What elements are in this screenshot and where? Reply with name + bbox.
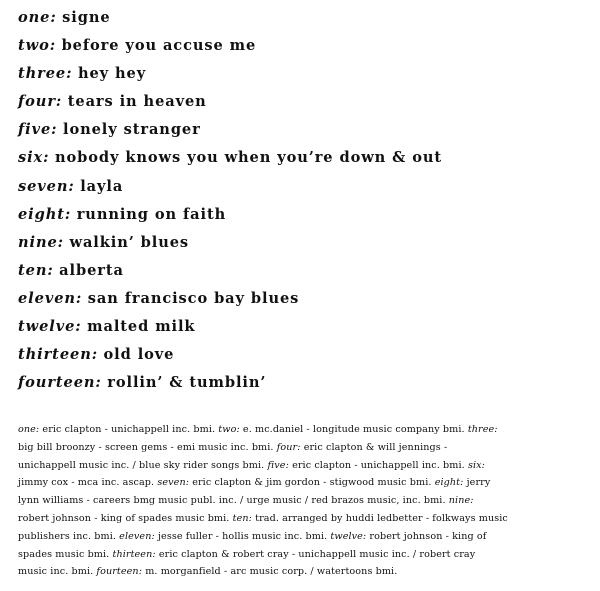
- credit-track-label: ten:: [232, 512, 252, 524]
- track-item: [18, 345, 442, 373]
- track-number: one:: [18, 9, 57, 26]
- track-number: nine:: [18, 233, 64, 251]
- track-number: two:: [18, 37, 57, 55]
- credit-track-label: eleven:: [119, 530, 155, 542]
- credit-text: music inc. bmi.: [18, 566, 97, 578]
- track-title: san francisco bay blues: [87, 289, 300, 307]
- credit-track-label: two:: [218, 424, 240, 435]
- credit-line: [18, 492, 584, 510]
- track-item: [18, 233, 442, 261]
- track-item: [18, 289, 442, 317]
- credit-text: jimmy cox - mca inc. ascap.: [18, 477, 158, 489]
- credit-text: lynn williams - careers bmg music publ. inc. / urge music / red brazos music, inc. bmi.: [18, 495, 449, 507]
- credit-track-label: one:: [18, 424, 40, 435]
- credit-text: jerry: [463, 477, 491, 489]
- track-title: signe: [62, 9, 111, 26]
- credit-text: eric clapton & will jennings -: [300, 441, 448, 453]
- track-number: three:: [18, 65, 73, 83]
- credit-line: [18, 421, 584, 439]
- track-item: [18, 8, 442, 36]
- credit-line: [18, 563, 584, 581]
- track-title: rollin’ & tumblin’: [107, 374, 267, 392]
- credit-track-label: eight:: [434, 477, 464, 489]
- credit-line: [18, 474, 584, 492]
- credit-text: robert johnson - king of: [366, 530, 487, 542]
- track-title: lonely stranger: [63, 121, 201, 139]
- credit-track-label: four:: [276, 441, 301, 453]
- credit-line: [18, 510, 584, 528]
- credit-text: eric clapton & robert cray - unichappell music inc. / robert cray: [155, 548, 476, 560]
- track-number: twelve:: [18, 318, 82, 336]
- track-item: [18, 317, 442, 345]
- credit-track-label: nine:: [448, 495, 474, 507]
- track-item: [18, 373, 442, 401]
- credit-track-label: three:: [467, 424, 498, 435]
- track-number: eleven:: [18, 289, 83, 307]
- credit-text: publishers inc. bmi.: [18, 530, 120, 542]
- credit-track-label: fourteen:: [96, 566, 143, 578]
- track-title: alberta: [59, 261, 124, 279]
- credit-line: [18, 528, 584, 546]
- track-title: tears in heaven: [67, 93, 207, 111]
- track-title: nobody knows you when you’re down & out: [55, 149, 443, 167]
- credit-text: m. morganfield - arc music corp. / watertoons bmi.: [142, 566, 398, 578]
- credit-text: e. mc.daniel - longitude music company bmi.: [239, 424, 468, 435]
- credit-text: eric clapton - unichappell inc. bmi.: [39, 424, 219, 435]
- track-number: five:: [18, 121, 58, 139]
- track-item: [18, 177, 442, 205]
- track-number: fourteen:: [18, 374, 102, 392]
- credit-track-label: five:: [267, 459, 289, 471]
- track-title: malted milk: [87, 318, 196, 336]
- credit-text: spades music bmi.: [18, 548, 113, 560]
- track-item: [18, 205, 442, 233]
- track-number: thirteen:: [18, 346, 98, 364]
- credit-track-label: thirteen:: [112, 548, 156, 560]
- credit-text: jesse fuller - hollis music inc. bmi.: [154, 530, 331, 542]
- track-item: [18, 120, 442, 148]
- credit-line: [18, 546, 584, 564]
- credit-text: eric clapton & jim gordon - stigwood music bmi.: [189, 477, 435, 489]
- track-title: before you accuse me: [61, 37, 257, 55]
- track-number: six:: [18, 149, 50, 167]
- track-number: eight:: [18, 205, 72, 223]
- credit-track-label: seven:: [157, 477, 190, 489]
- track-item: [18, 64, 442, 92]
- credit-text: big bill broonzy - screen gems - emi music inc. bmi.: [18, 441, 277, 453]
- track-number: ten:: [18, 261, 54, 279]
- credit-text: trad. arranged by huddi ledbetter - folkways music: [251, 512, 508, 524]
- track-number: four:: [18, 93, 63, 111]
- track-number: seven:: [18, 177, 75, 195]
- track-list: [18, 8, 442, 401]
- credit-text: robert johnson - king of spades music bmi.: [18, 512, 233, 524]
- credit-line: [18, 439, 584, 457]
- songwriter-credits: [18, 421, 584, 581]
- track-item: [18, 92, 442, 120]
- credit-text: eric clapton - unichappell inc. bmi.: [288, 459, 468, 471]
- track-title: running on faith: [76, 205, 227, 223]
- track-title: walkin’ blues: [69, 233, 190, 251]
- track-title: old love: [103, 346, 175, 364]
- track-title: hey hey: [77, 65, 147, 83]
- credit-line: [18, 457, 584, 475]
- track-title: layla: [80, 177, 124, 195]
- track-item: [18, 148, 442, 176]
- track-item: [18, 36, 442, 64]
- credit-track-label: twelve:: [330, 530, 367, 542]
- credit-track-label: six:: [467, 459, 485, 471]
- track-item: [18, 261, 442, 289]
- credit-text: unichappell music inc. / blue sky rider songs bmi.: [18, 459, 268, 471]
